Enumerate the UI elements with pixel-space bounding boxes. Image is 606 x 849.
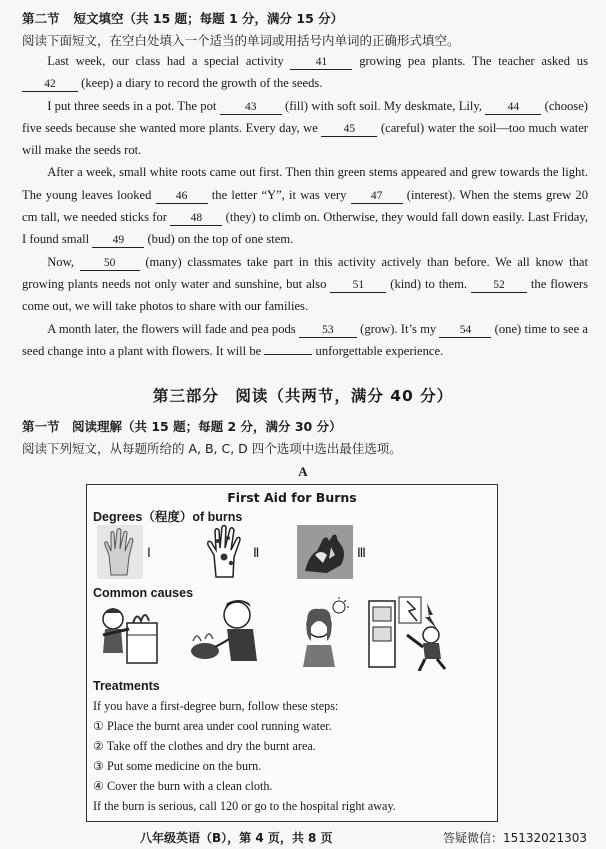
degree-label-2: Ⅱ <box>253 545 260 560</box>
blank-44[interactable] <box>485 99 541 115</box>
second-degree-hand-image <box>203 523 249 579</box>
blank-number: 47 <box>370 189 383 202</box>
blank-52[interactable] <box>471 277 527 293</box>
paragraph-1 <box>22 50 588 95</box>
treatment-step-2: ② Take off the clothes and dry the burnt area. <box>93 739 316 753</box>
treatment-intro: If you have a first-degree burn, follow these steps: <box>93 699 339 713</box>
text: (careful) water the soil—too much water will make the seeds rot. <box>22 120 588 158</box>
text: growing pea plants. The teacher asked us <box>352 54 588 68</box>
blank-41[interactable] <box>290 54 352 70</box>
paragraph-2 <box>22 95 588 162</box>
contact-info: 答疑微信：15132021303 <box>443 831 587 845</box>
blank-47[interactable] <box>351 188 403 204</box>
paragraph-3 <box>22 161 588 250</box>
page-footer: 八年级英语（B），第 4 页，共 8 页 <box>140 831 333 845</box>
part-three-title: 第三部分 阅读（共两节，满分 40 分） <box>152 387 454 405</box>
blank-number: 54 <box>459 323 472 336</box>
blank-number: 45 <box>343 122 356 135</box>
text: the flowers come out, we will take photos to share with our families. <box>22 276 589 314</box>
blank-number: 46 <box>175 189 188 202</box>
blank-number: 48 <box>190 212 203 225</box>
degrees-heading: Degrees（程度）of burns <box>93 510 243 524</box>
blank-number: 49 <box>112 234 125 247</box>
text: (choose) five seeds because she wanted more plants. Every day, we <box>22 98 588 135</box>
infobox-title: First Aid for Burns <box>227 490 357 505</box>
blank-55[interactable] <box>264 354 312 355</box>
text: (bud) on the top of one stem. <box>144 232 294 247</box>
text: (interest). When the stems grew 20 cm tall, we needed sticks for <box>22 187 588 225</box>
hot-water-cause-image <box>187 595 267 667</box>
blank-53[interactable] <box>299 322 357 338</box>
degree-label-1: Ⅰ <box>147 545 151 560</box>
treatments-heading: Treatments <box>93 679 160 693</box>
blank-51[interactable] <box>330 277 386 293</box>
fire-cause-image <box>97 599 165 667</box>
text: A month later, the flowers will fade and pea pods <box>47 321 299 336</box>
treatment-step-3: ③ Put some medicine on the burn. <box>93 759 262 773</box>
sunburn-cause-image <box>297 597 351 667</box>
causes-heading: Common causes <box>93 586 194 600</box>
text: Last week, our class had a special activity <box>47 54 291 68</box>
blank-number: 44 <box>507 100 520 113</box>
text: (many) classmates take part in this activity actively than before. We all know that growing plants needs not only water and sunshine, but also <box>22 254 588 291</box>
blank-42[interactable] <box>22 76 78 92</box>
text: unforgettable experience. <box>312 343 444 358</box>
section-title: 短文填空（共 15 题；每题 1 分，满分 15 分） <box>73 11 344 26</box>
blank-50[interactable] <box>80 255 140 271</box>
text: (fill) with soft soil. My deskmate, Lily, <box>281 98 486 113</box>
text: (kind) to them. <box>386 276 471 291</box>
blank-number: 42 <box>44 78 56 91</box>
blank-49[interactable] <box>92 232 144 248</box>
passage-letter: A <box>298 464 308 479</box>
section-instruction: 阅读下面短文，在空白处填入一个适当的单词或用括号内单词的正确形式填空。 <box>22 33 460 48</box>
paragraph-4 <box>22 251 588 318</box>
section-number: 第二节 <box>22 11 60 26</box>
text: the letter “Y”, it was very <box>207 187 351 202</box>
text: (they) to climb on. Otherwise, they would fall down easily. Last Friday, I found small <box>22 210 588 247</box>
treatment-step-4: ④ Cover the burn with a clean cloth. <box>93 779 273 793</box>
blank-number: 52 <box>493 278 505 291</box>
degree-label-3: Ⅲ <box>357 545 366 560</box>
blank-number: 53 <box>322 323 334 336</box>
text: (grow). It’s my <box>356 321 440 336</box>
blank-46[interactable] <box>156 188 208 204</box>
section-heading <box>22 9 343 27</box>
text: Now, <box>47 254 80 269</box>
first-aid-infobox <box>86 484 498 822</box>
text: After a week, small white roots came out first. Then thin green stems appeared and grew towards the light. The young leaves looked <box>22 165 588 202</box>
treatment-step-1: ① Place the burnt area under cool running water. <box>93 719 332 733</box>
blank-45[interactable] <box>321 121 377 137</box>
serious-burn-note: If the burn is serious, call 120 or go to the hospital right away. <box>93 799 396 813</box>
first-degree-hand-image <box>97 525 143 579</box>
text: I put three seeds in a pot. The pot <box>47 98 220 113</box>
third-degree-hand-image <box>297 525 353 579</box>
blank-number: 41 <box>315 56 328 68</box>
electric-shock-cause-image <box>367 595 451 671</box>
blank-54[interactable] <box>439 322 491 338</box>
reading-instruction: 阅读下列短文，从每题所给的 A, B, C, D 四个选项中选出最佳选项。 <box>22 441 402 456</box>
cloze-passage <box>22 50 588 362</box>
blank-number: 51 <box>352 278 365 291</box>
paragraph-5 <box>22 318 588 363</box>
blank-number: 43 <box>244 100 257 113</box>
text: (one) time to see a seed change into a plant with flowers. It will be <box>22 321 588 358</box>
blank-48[interactable] <box>170 210 222 226</box>
blank-number: 50 <box>103 256 116 269</box>
text: (keep) a diary to record the growth of the seeds. <box>78 76 323 91</box>
blank-43[interactable] <box>220 99 282 115</box>
reading-section-heading: 第一节 阅读理解（共 15 题；每题 2 分，满分 30 分） <box>22 419 342 434</box>
